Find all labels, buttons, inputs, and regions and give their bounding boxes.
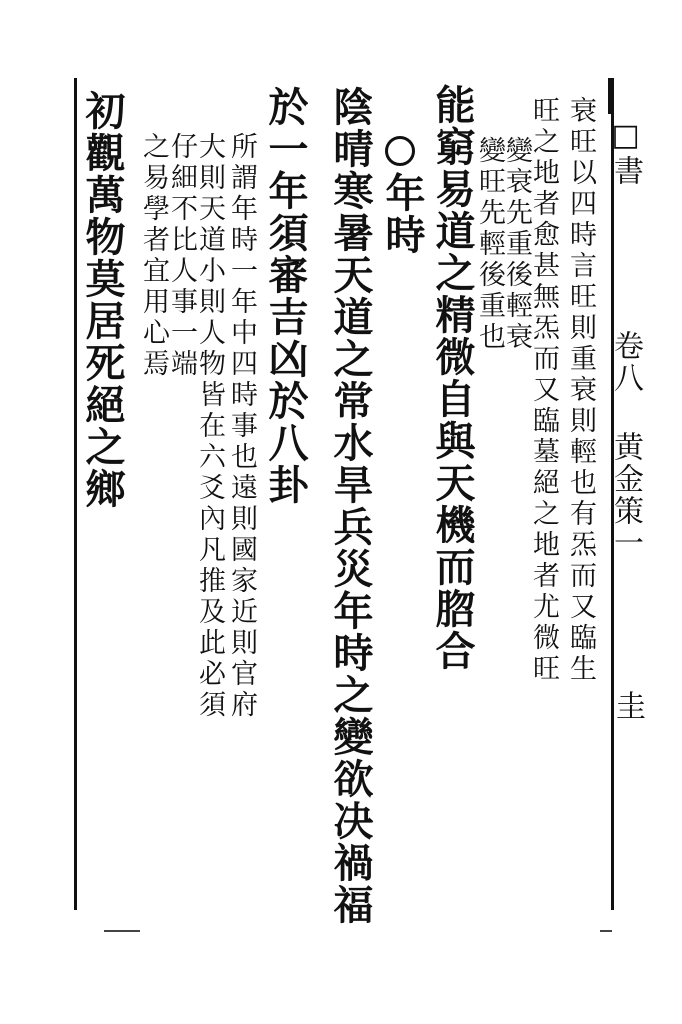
main-text-col-2: 陰晴寒暑天道之常水旱兵災年時之變欲决禍福 (327, 86, 374, 926)
commentary-col-3: 變衰先重後輕衰 (501, 136, 532, 353)
volume-title: 卷八 黄金策一 (608, 330, 643, 559)
commentary-col-1: 衰旺以四時言旺則重衰則輕也有炁而又臨生 (565, 96, 596, 685)
main-text-col-1: 能窮易道之精微自與天機而脗合 (429, 84, 476, 672)
book-title: □書 (608, 118, 643, 187)
commentary-col-7: 仔細不比人事一端 (166, 132, 197, 380)
commentary-col-8: 之易學者宜用心焉 (138, 132, 169, 380)
commentary-col-4: 變旺先輕後重也 (474, 136, 505, 353)
ink-speck (104, 930, 140, 932)
commentary-col-6: 大則天道小則人物皆在六爻內凡推及此必須 (194, 132, 225, 721)
main-text-col-3: 於一年須審吉凶於八卦 (262, 86, 309, 506)
main-text-col-4: 初觀萬物莫居死絕之鄉 (79, 90, 126, 510)
ink-speck (600, 930, 612, 932)
commentary-col-5: 所謂年時一年中四時事也遠則國家近則官府 (226, 132, 257, 721)
folio-number: 圭 (610, 690, 645, 722)
section-heading: 年時 (379, 172, 426, 256)
section-marker-icon (385, 136, 415, 166)
commentary-col-2: 旺之地者愈甚無炁而又臨墓絕之地者尤微旺 (528, 96, 559, 685)
margin-mark (608, 78, 612, 114)
